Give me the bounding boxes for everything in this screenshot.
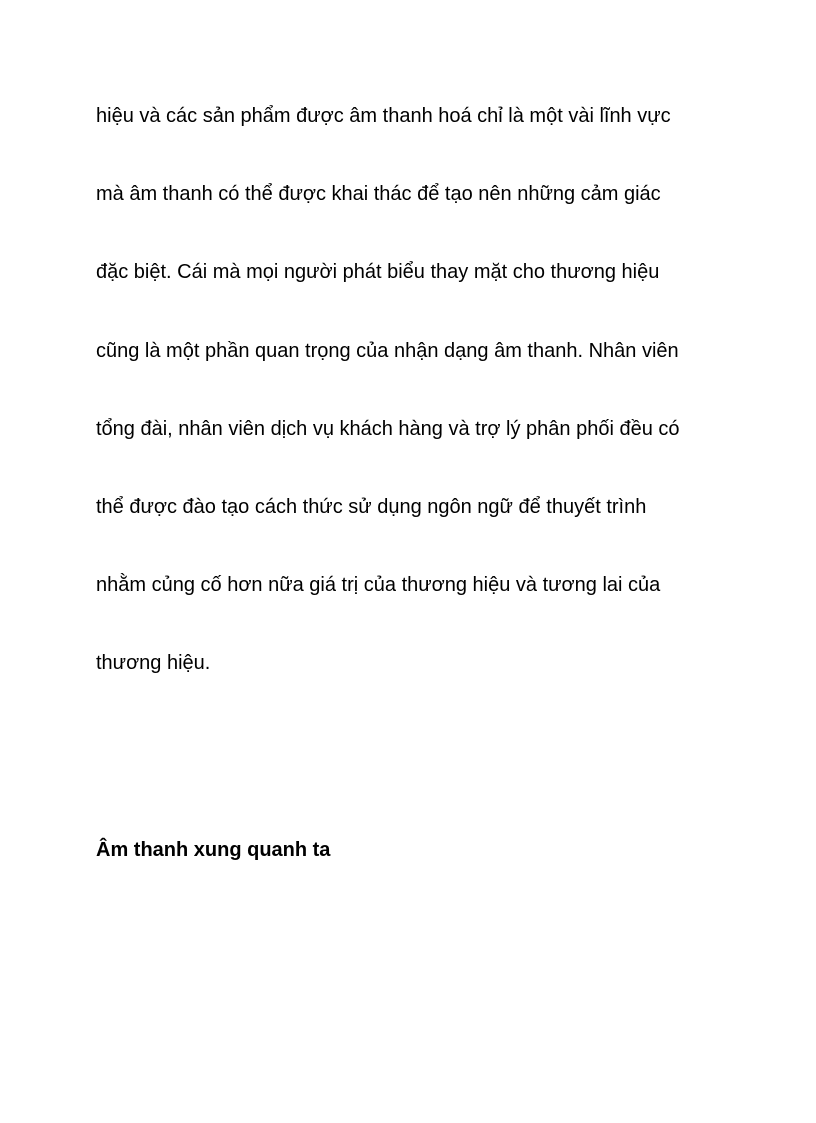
paragraph-line: hiệu và các sản phẩm được âm thanh hoá chỉ là một vài lĩnh vực <box>96 105 671 127</box>
paragraph-line: thể được đào tạo cách thức sử dụng ngôn ngữ để thuyết trình <box>96 496 647 518</box>
paragraph-line: mà âm thanh có thể được khai thác để tạo nên những cảm giác <box>96 183 661 205</box>
paragraph-line: thương hiệu. <box>96 652 211 674</box>
paragraph-line: đặc biệt. Cái mà mọi người phát biểu thay mặt cho thương hiệu <box>96 261 660 283</box>
paragraph-line: cũng là một phần quan trọng của nhận dạng âm thanh. Nhân viên <box>96 340 679 362</box>
section-heading: Âm thanh xung quanh ta <box>96 839 331 861</box>
paragraph-line: tổng đài, nhân viên dịch vụ khách hàng và trợ lý phân phối đều có <box>96 418 680 440</box>
paragraph-line: nhằm củng cố hơn nữa giá trị của thương hiệu và tương lai của <box>96 574 661 596</box>
